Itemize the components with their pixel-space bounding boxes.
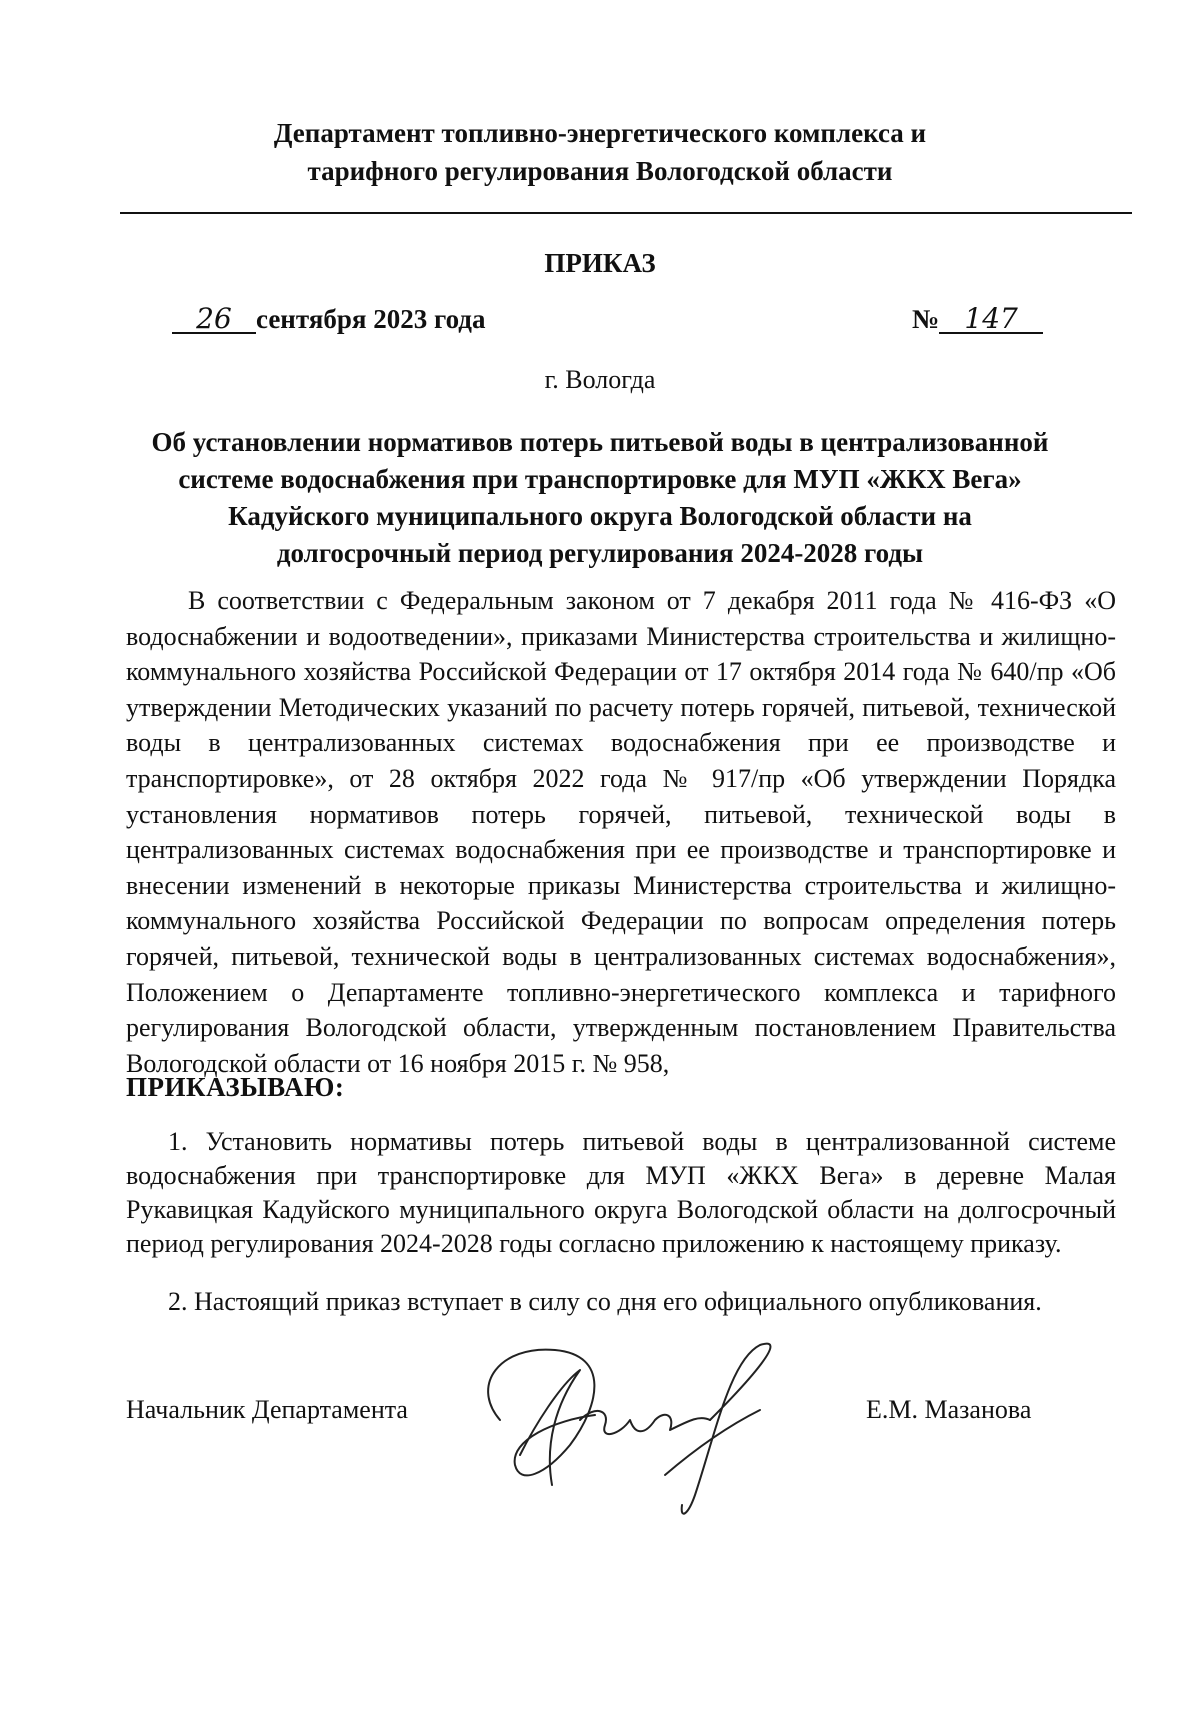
subject-line-2: системе водоснабжения при транспортировке для МУП «ЖКХ Вега» [178, 464, 1022, 494]
order-date [172, 304, 485, 335]
order-item-2: 2. Настоящий приказ вступает в силу со дня его официального опубликования. [168, 1287, 1042, 1316]
signatory-name: Е.М. Мазанова [866, 1395, 1032, 1424]
handwritten-signature [460, 1325, 820, 1525]
department-header [200, 114, 1000, 190]
order-city: г. Вологда [544, 365, 656, 394]
order-subject [140, 424, 1060, 572]
subject-line-3: Кадуйского муниципального округа Вологодской области на [228, 501, 972, 531]
order-item-1: 1. Установить нормативы потерь питьевой воды в централизованной системе водоснабжения при транспортировке для МУП «ЖКХ Вега» в деревне Малая Рукавицкая Кадуйского муниципального округа Вологодской области на долгосрочный период регулирования 2024-2028 годы согласно приложению к настоящему приказу. [126, 1127, 1116, 1258]
department-line-2: тарифного регулирования Вологодской области [307, 156, 893, 186]
order-day-handwritten: 26 [172, 306, 256, 334]
subject-line-4: долгосрочный период регулирования 2024-2028 годы [276, 538, 924, 568]
order-title: ПРИКАЗ [544, 248, 656, 278]
order-number [912, 304, 1043, 335]
preamble-paragraph: В соответствии с Федеральным законом от 7 декабря 2011 года № 416-ФЗ «О водоснабжении и водоотведении», приказами Министерства строительства и жилищно-коммунального хозяйства Российской Федерации от 17 октября 2014 года № 640/пр «Об утверждении Методических указаний по расчету потерь горячей, питьевой, технической воды в централизованных системах водоснабжения при ее производстве и транспортировке», от 28 октября 2022 года № 917/пр «Об утверждении Порядка установления нормативов потерь горячей, питьевой, технической воды в централизованных системах водоснабжения при ее производстве и транспортировке и внесении изменений в некоторые приказы Министерства строительства и жилищно-коммунального хозяйства Российской Федерации по вопросам определения потерь горячей, питьевой, технической воды в централизованных системах водоснабжения», Положением о Департаменте топливно-энергетического комплекса и тарифного регулирования Вологодской области, утвержденным постановлением Правительства Вологодской области от 16 ноября 2015 г. № 958, [126, 586, 1116, 1078]
header-divider [120, 212, 1132, 214]
signatory-role: Начальник Департамента [126, 1395, 408, 1424]
order-number-label: № [912, 304, 940, 334]
subject-line-1: Об установлении нормативов потерь питьевой воды в централизованной [151, 427, 1049, 457]
orders-word: ПРИКАЗЫВАЮ: [126, 1072, 345, 1102]
order-date-text: сентября 2023 года [256, 304, 486, 334]
order-number-handwritten: 147 [939, 306, 1043, 334]
department-line-1: Департамент топливно-энергетического комплекса и [273, 118, 927, 148]
